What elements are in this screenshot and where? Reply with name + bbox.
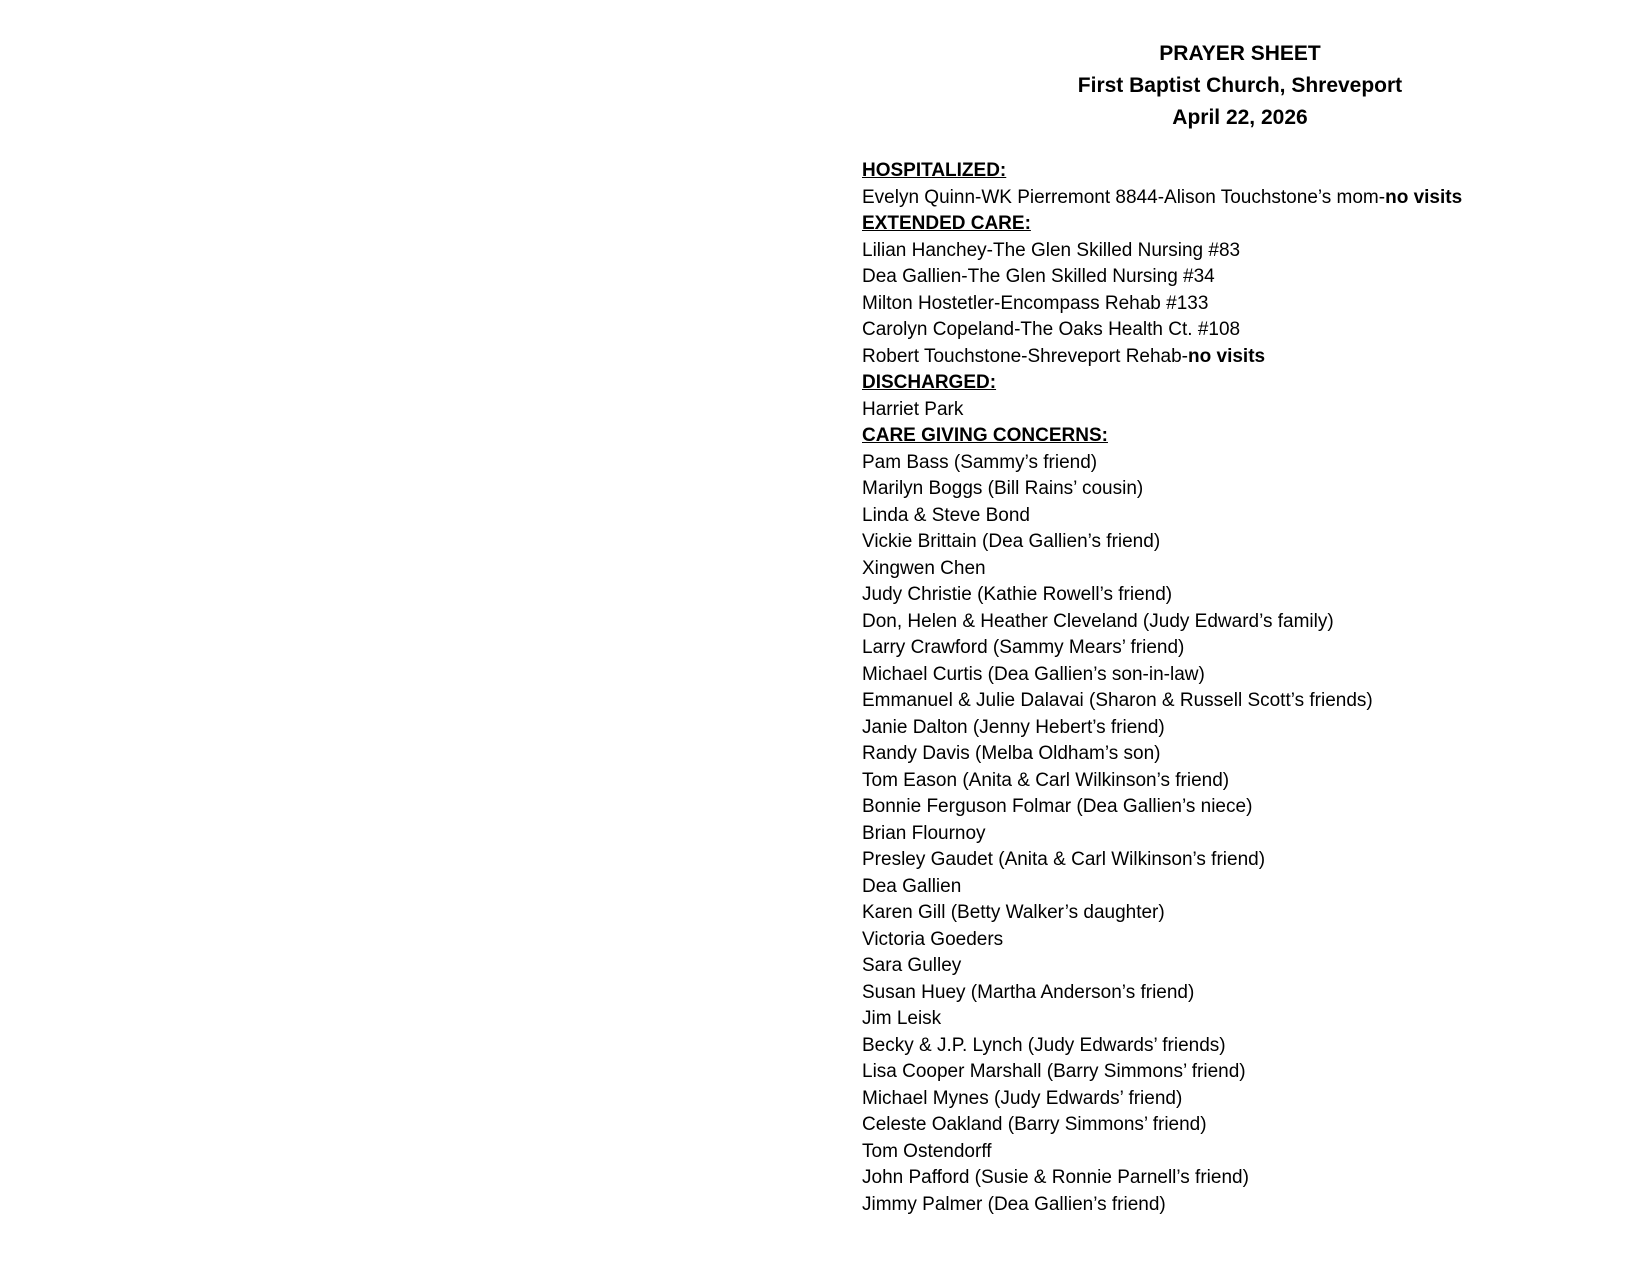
list-item: Brian Flournoy bbox=[862, 822, 986, 844]
section-title-extended-care: EXTENDED CARE: bbox=[862, 213, 1031, 234]
list-item: Susan Huey (Martha Anderson’s friend) bbox=[862, 981, 1195, 1003]
list-item: Janie Dalton (Jenny Hebert’s friend) bbox=[862, 716, 1165, 738]
list-item: Tom Eason (Anita & Carl Wilkinson’s friend) bbox=[862, 769, 1230, 791]
list-item: Don, Helen & Heather Cleveland (Judy Edward’s family) bbox=[862, 610, 1334, 632]
entry-text: Evelyn Quinn-WK Pierremont 8844-Alison Touchstone’s mom- bbox=[862, 186, 1386, 208]
list-item bbox=[862, 397, 1622, 424]
list-item: Vickie Brittain (Dea Gallien’s friend) bbox=[862, 531, 1161, 552]
list-item: Tom Ostendorff bbox=[862, 1140, 992, 1162]
section-title-discharged: DISCHARGED: bbox=[862, 372, 997, 393]
church-name: First Baptist Church, Shreveport bbox=[1077, 74, 1403, 97]
entry-text: Milton Hostetler-Encompass Rehab #133 bbox=[862, 292, 1209, 314]
list-item: Dea Gallien bbox=[862, 875, 962, 897]
list-item: Judy Christie (Kathie Rowell’s friend) bbox=[862, 584, 1173, 605]
list-item: Bonnie Ferguson Folmar (Dea Gallien’s niece) bbox=[862, 796, 1253, 817]
list-item bbox=[862, 264, 1622, 291]
prayer-list bbox=[862, 158, 1622, 1218]
page-title: PRAYER SHEET bbox=[1159, 42, 1321, 65]
entry-text: Robert Touchstone-Shreveport Rehab- bbox=[862, 345, 1189, 367]
list-item: Pam Bass (Sammy’s friend) bbox=[862, 451, 1098, 473]
entry-note: no visits bbox=[1385, 186, 1463, 208]
list-item: Karen Gill (Betty Walker’s daughter) bbox=[862, 902, 1165, 923]
list-item: Victoria Goeders bbox=[862, 928, 1004, 950]
list-item bbox=[862, 291, 1622, 318]
list-item: Michael Mynes (Judy Edwards’ friend) bbox=[862, 1087, 1183, 1109]
list-item: Presley Gaudet (Anita & Carl Wilkinson’s friend) bbox=[862, 849, 1266, 870]
section-title-hospitalized: HOSPITALIZED: bbox=[862, 160, 1007, 181]
list-item: Larry Crawford (Sammy Mears’ friend) bbox=[862, 637, 1185, 658]
entry-note: no visits bbox=[1188, 345, 1266, 367]
list-item: Linda & Steve Bond bbox=[862, 504, 1030, 526]
list-item bbox=[862, 317, 1622, 344]
entry-text: Dea Gallien-The Glen Skilled Nursing #34 bbox=[862, 266, 1215, 287]
list-item: Emmanuel & Julie Dalavai (Sharon & Russell Scott’s friends) bbox=[862, 690, 1373, 711]
list-item: Jim Leisk bbox=[862, 1008, 942, 1029]
list-item: Sara Gulley bbox=[862, 955, 962, 976]
list-item bbox=[862, 238, 1622, 265]
list-item bbox=[862, 185, 1622, 212]
list-item: Randy Davis (Melba Oldham’s son) bbox=[862, 743, 1161, 764]
list-item: Lisa Cooper Marshall (Barry Simmons’ friend) bbox=[862, 1061, 1246, 1082]
list-item: Becky & J.P. Lynch (Judy Edwards’ friends) bbox=[862, 1034, 1226, 1056]
list-item: Xingwen Chen bbox=[862, 557, 986, 579]
prayer-sheet-header bbox=[1010, 38, 1470, 134]
entry-text: Lilian Hanchey-The Glen Skilled Nursing #83 bbox=[862, 239, 1241, 261]
list-item bbox=[862, 344, 1622, 371]
list-item: Jimmy Palmer (Dea Gallien’s friend) bbox=[862, 1193, 1166, 1215]
sheet-date: April 22, 2026 bbox=[1172, 106, 1308, 129]
section-title-care-giving: CARE GIVING CONCERNS: bbox=[862, 425, 1108, 446]
list-item: Celeste Oakland (Barry Simmons’ friend) bbox=[862, 1114, 1207, 1135]
entry-text: Carolyn Copeland-The Oaks Health Ct. #108 bbox=[862, 319, 1241, 340]
list-item: John Pafford (Susie & Ronnie Parnell’s friend) bbox=[862, 1167, 1249, 1188]
list-item: Michael Curtis (Dea Gallien’s son-in-law) bbox=[862, 663, 1205, 685]
list-item: Marilyn Boggs (Bill Rains’ cousin) bbox=[862, 478, 1144, 499]
entry-text: Harriet Park bbox=[862, 398, 964, 420]
